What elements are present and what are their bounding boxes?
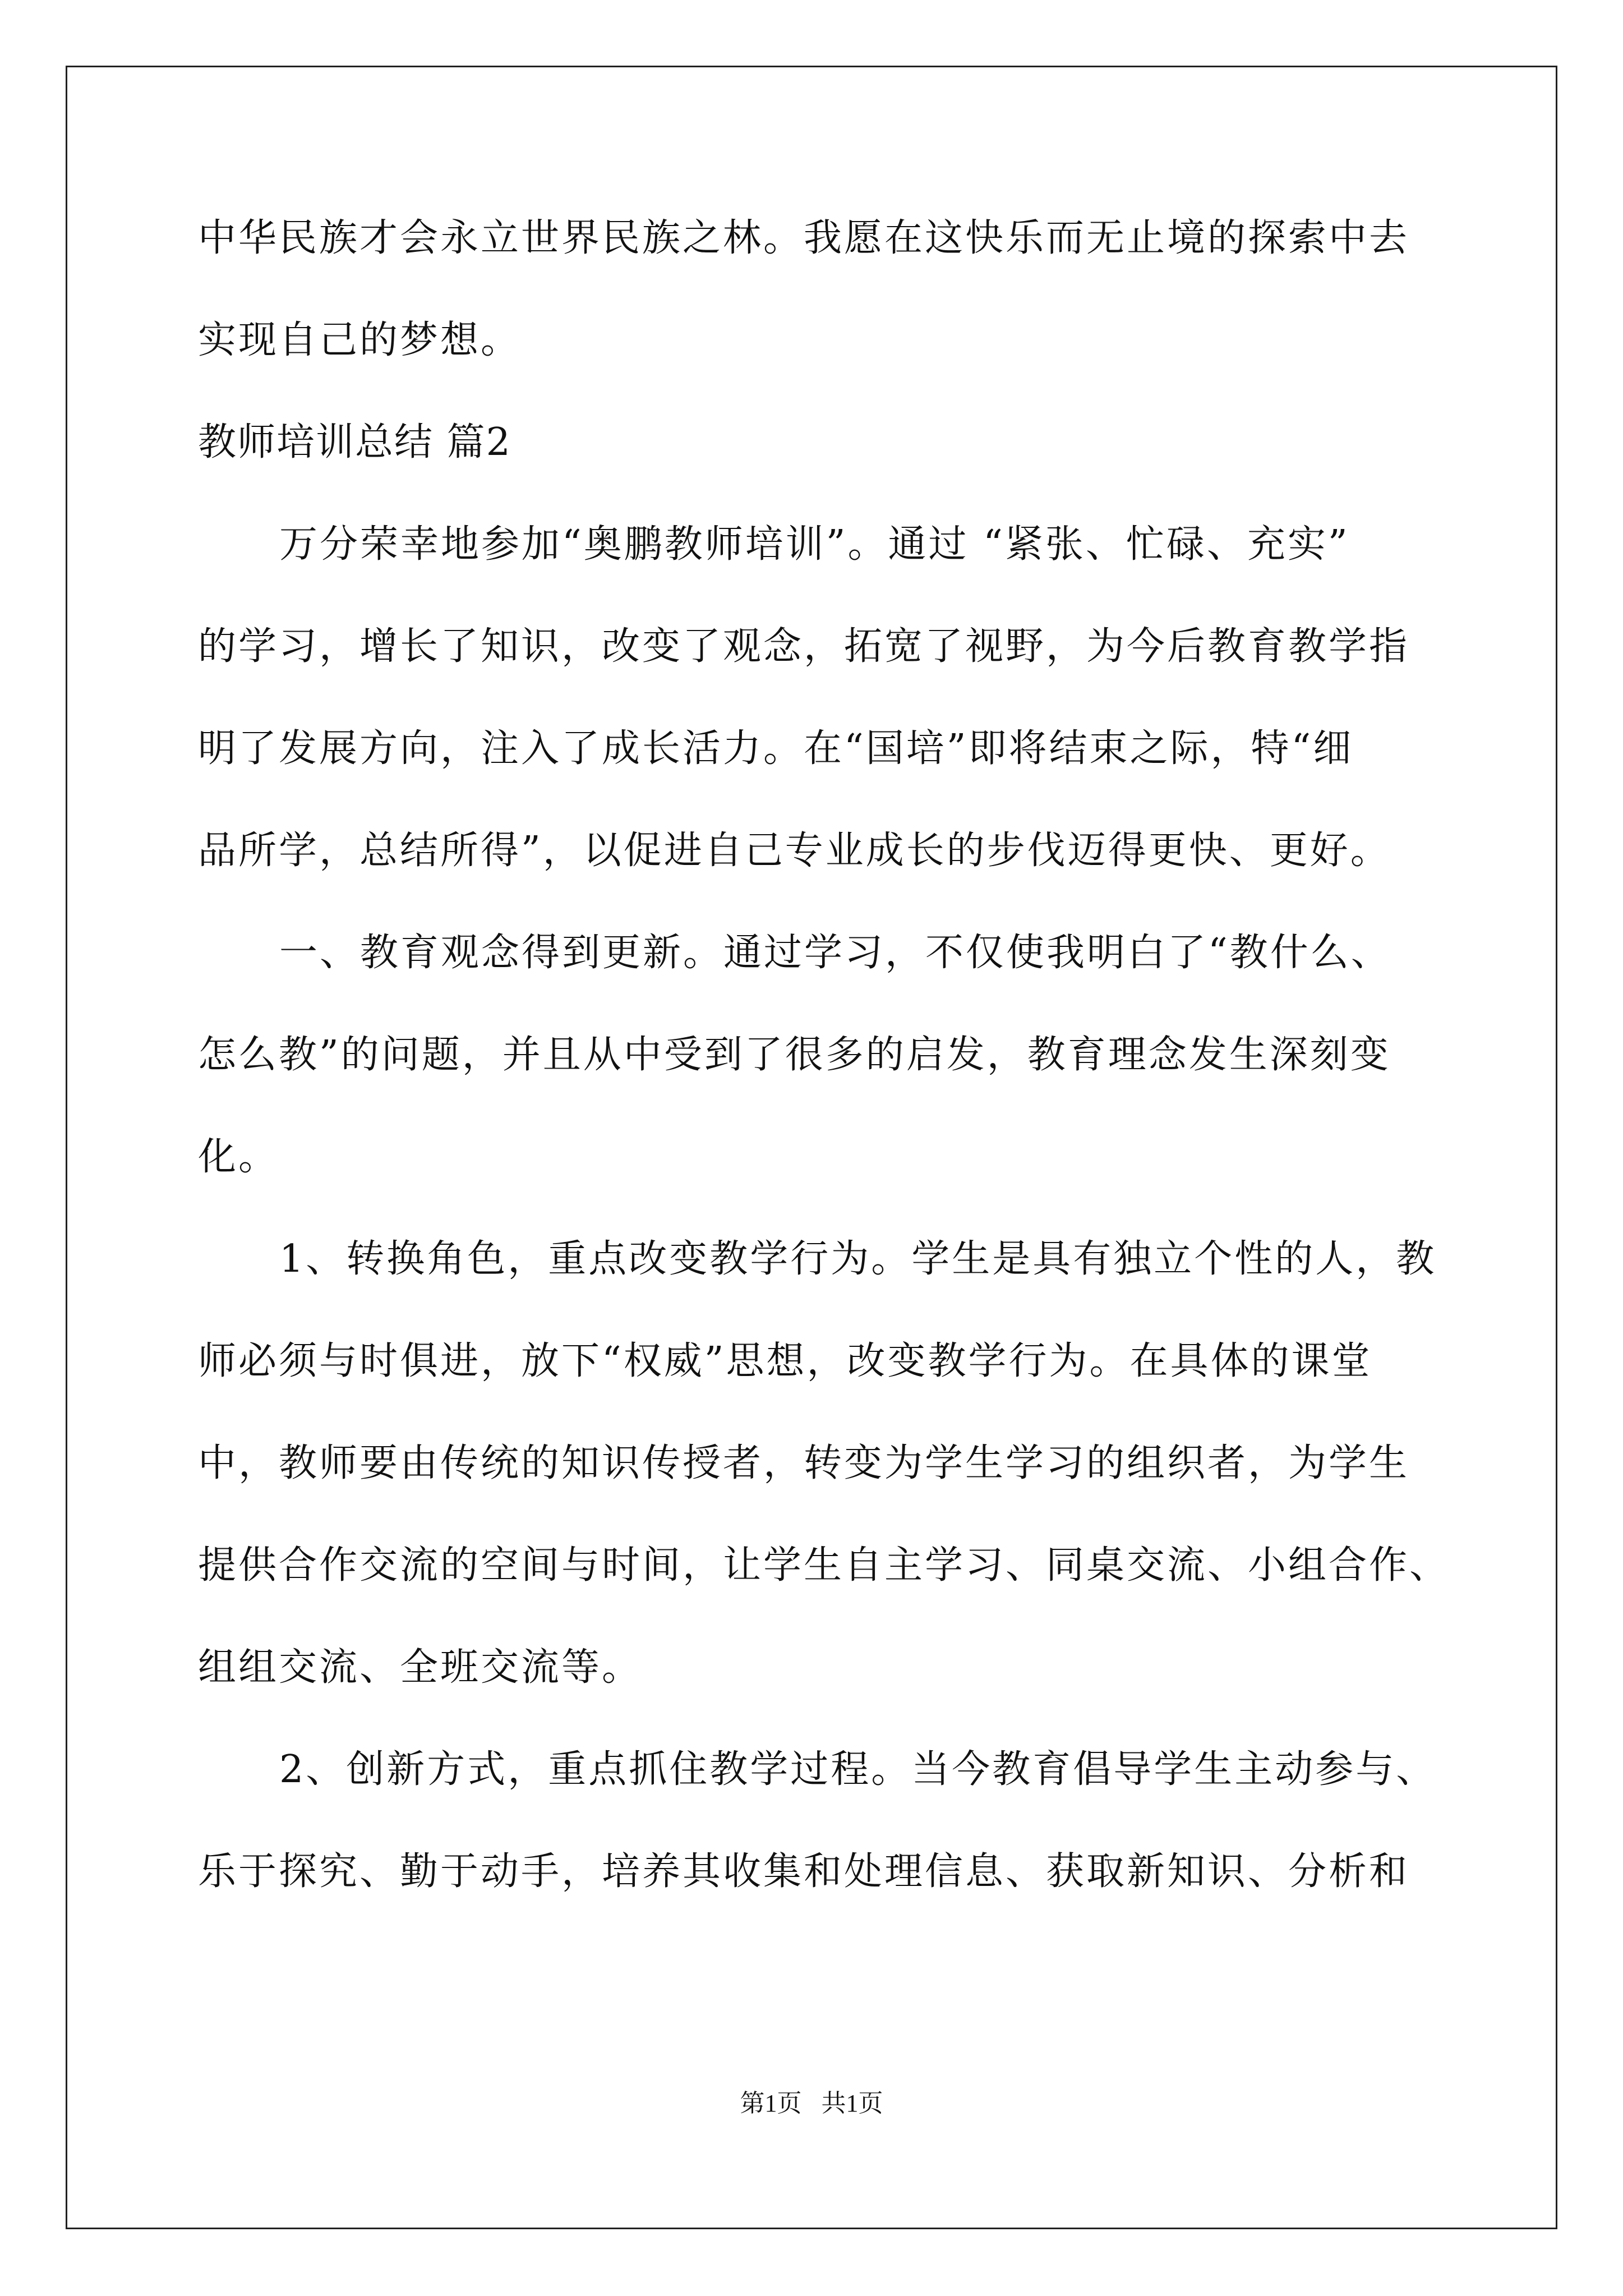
text-line: 的学习，增长了知识，改变了观念，拓宽了视野，为今后教育教学指 [198,624,1410,669]
text-line: 乐于探究、勤于动手，培养其收集和处理信息、获取新知识、分析和 [198,1849,1410,1894]
text-line: 实现自己的梦想。 [198,318,522,362]
page-number: 第1页 [740,2090,802,2117]
page-total: 共1页 [821,2090,883,2117]
text-line: 怎么教”的问题，并且从中受到了很多的启发，教育理念发生深刻变 [198,1033,1391,1077]
paragraph-first-line: 万分荣幸地参加“奥鹏教师培训”。通过 “紧张、忙碌、充实” [279,522,1350,567]
text-line: 组组交流、全班交流等。 [198,1645,643,1690]
page-footer [0,2088,1623,2119]
paragraph-first-line: 一、教育观念得到更新。通过学习，不仅使我明白了“教什么、 [279,931,1391,975]
document-body [198,213,1450,1949]
text-line: 中华民族才会永立世界民族之林。我愿在这快乐而无止境的探索中去 [198,216,1410,260]
text-line: 师必须与时俱进，放下“权威”思想，改变教学行为。在具体的课堂 [198,1339,1372,1383]
text-line: 中，教师要由传统的知识传授者，转变为学生学习的组织者，为学生 [198,1441,1410,1485]
text-line: 明了发展方向，注入了成长活力。在“国培”即将结束之际，特“细 [198,726,1354,771]
paragraph-first-line: 1、转换角色，重点改变教学行为。学生是具有独立个性的人，教 [279,1237,1437,1281]
paragraph-first-line: 2、创新方式，重点抓住教学过程。当今教育倡导学生主动参与、 [279,1747,1437,1792]
text-line: 化。 [198,1135,279,1179]
text-line: 提供合作交流的空间与时间，让学生自主学习、同桌交流、小组合作、 [198,1543,1450,1588]
text-line: 品所学，总结所得”，以促进自己专业成长的步伐迈得更快、更好。 [198,829,1391,873]
section-heading: 教师培训总结 篇2 [198,420,511,464]
